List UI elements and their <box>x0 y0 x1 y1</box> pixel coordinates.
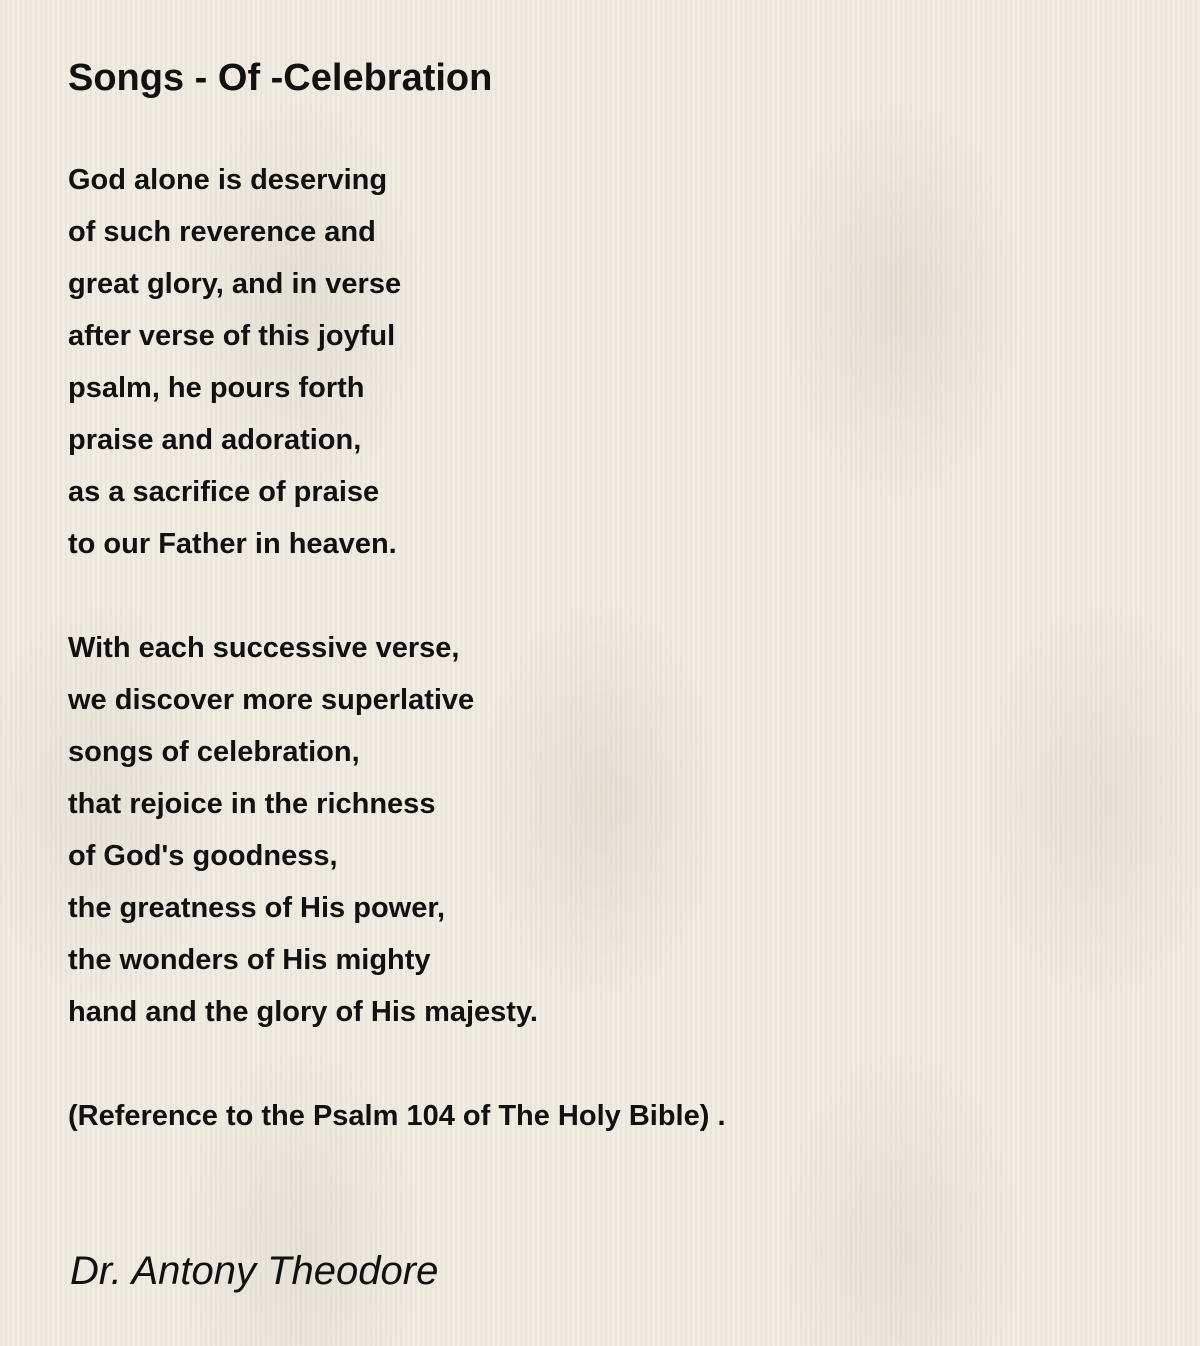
poem-body <box>68 154 726 1194</box>
poem-line: to our Father in heaven. <box>68 528 397 560</box>
poem-line: the greatness of His power, <box>68 892 446 924</box>
stanza <box>68 1090 726 1142</box>
poem-line: of such reverence and <box>68 216 376 248</box>
poem-line: great glory, and in verse <box>68 268 402 300</box>
stanza <box>68 622 726 1038</box>
poem-title: Songs - Of -Celebration <box>68 57 493 99</box>
poem-line: the wonders of His mighty <box>68 944 431 976</box>
poem-line: we discover more superlative <box>68 684 475 716</box>
poem-line: that rejoice in the richness <box>68 788 436 820</box>
poem-line: psalm, he pours forth <box>68 372 365 404</box>
poem-line: praise and adoration, <box>68 424 362 456</box>
poem-line: as a sacrifice of praise <box>68 476 380 508</box>
stanza <box>68 154 726 570</box>
poem-author: Dr. Antony Theodore <box>70 1249 439 1293</box>
poem-line: hand and the glory of His majesty. <box>68 996 538 1028</box>
poem-line: songs of celebration, <box>68 736 360 768</box>
poem-line: of God's goodness, <box>68 840 338 872</box>
poem-line: God alone is deserving <box>68 164 388 196</box>
poem-line: (Reference to the Psalm 104 of The Holy Bible) . <box>68 1100 726 1132</box>
poem-line: after verse of this joyful <box>68 320 396 352</box>
poem-line: With each successive verse, <box>68 632 460 664</box>
